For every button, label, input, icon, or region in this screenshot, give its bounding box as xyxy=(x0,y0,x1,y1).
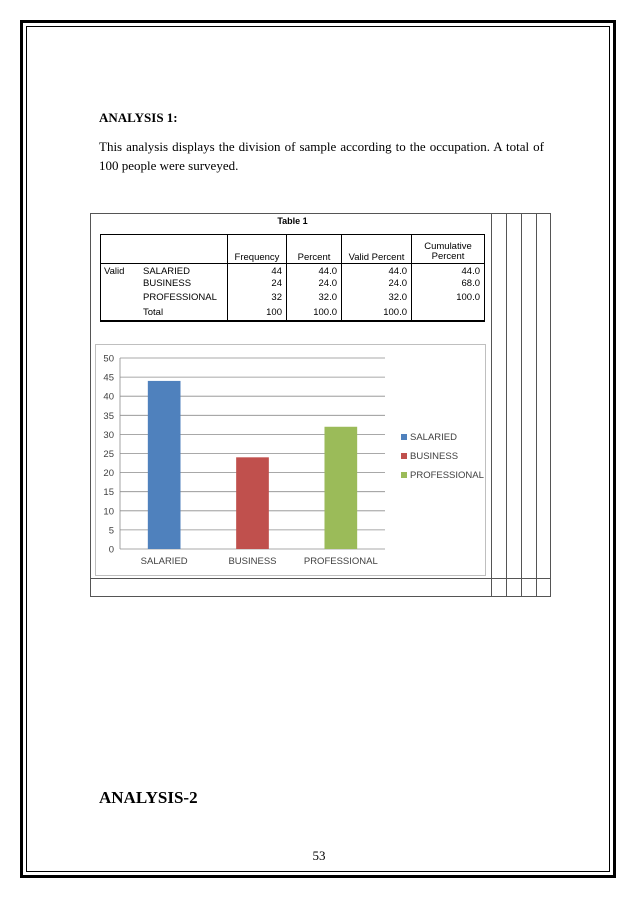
valid-percent-cell: 24.0 xyxy=(388,278,407,289)
column-header: Valid Percent xyxy=(348,252,405,263)
row-label: BUSINESS xyxy=(143,278,192,289)
table-bottom-rule xyxy=(100,320,485,322)
cumulative-cell: 100.0 xyxy=(456,292,480,303)
percent-cell: 32.0 xyxy=(318,292,337,303)
legend-swatch xyxy=(401,472,407,478)
valid-percent-cell: 32.0 xyxy=(388,292,407,303)
page-number: 53 xyxy=(312,848,326,863)
frame-rule xyxy=(491,213,492,597)
legend-swatch xyxy=(401,434,407,440)
cumulative-cell: 44.0 xyxy=(461,266,480,277)
y-tick-label: 5 xyxy=(108,525,114,537)
row-label: SALARIED xyxy=(143,266,190,277)
analysis-1-paragraph: This analysis displays the division of sample according to the occupation. A total of 100 people were surveyed. xyxy=(99,139,544,173)
legend-swatch xyxy=(401,453,407,459)
analysis-2-heading: ANALYSIS-2 xyxy=(99,788,198,807)
y-tick-label: 25 xyxy=(103,449,114,460)
frequency-cell: 44 xyxy=(271,266,282,277)
bar-salaried xyxy=(148,381,181,549)
x-tick-label: SALARIED xyxy=(140,556,188,567)
y-tick-label: 0 xyxy=(108,544,114,556)
percent-cell: 24.0 xyxy=(318,278,337,289)
y-tick-label: 40 xyxy=(103,391,114,403)
y-tick-label: 20 xyxy=(103,468,114,480)
row-label: Total xyxy=(143,307,164,318)
legend-label: SALARIED xyxy=(410,432,457,443)
table-title: Table 1 xyxy=(277,216,308,226)
legend-label: PROFESSIONAL xyxy=(410,470,484,481)
frame-rule xyxy=(90,578,551,579)
y-tick-label: 50 xyxy=(103,353,114,365)
table-rule xyxy=(484,234,485,322)
cumulative-cell: 68.0 xyxy=(461,278,480,289)
y-tick-label: 30 xyxy=(103,429,114,441)
valid-percent-cell: 44.0 xyxy=(388,266,407,277)
frame-rule xyxy=(521,213,522,597)
bar-professional xyxy=(324,427,357,549)
group-label: Valid xyxy=(104,266,125,277)
x-tick-label: PROFESSIONAL xyxy=(303,556,378,567)
y-tick-label: 15 xyxy=(103,487,114,499)
table-rule xyxy=(100,234,101,322)
row-label: PROFESSIONAL xyxy=(143,292,217,303)
frequency-cell: 100 xyxy=(266,307,282,318)
frequency-cell: 24 xyxy=(271,278,282,289)
column-header: Frequency xyxy=(234,252,280,263)
frequency-table xyxy=(100,234,485,322)
bar-business xyxy=(236,457,269,549)
percent-cell: 100.0 xyxy=(313,307,337,318)
column-header: Cumulative Percent xyxy=(424,241,472,262)
valid-percent-cell: 100.0 xyxy=(383,307,407,318)
analysis-1-heading: ANALYSIS 1: xyxy=(99,110,178,125)
frequency-cell: 32 xyxy=(271,292,282,303)
y-tick-label: 35 xyxy=(103,410,114,422)
column-header: Percent xyxy=(297,252,331,263)
legend-label: BUSINESS xyxy=(410,451,459,462)
frame-rule xyxy=(536,213,537,597)
y-tick-label: 10 xyxy=(103,506,114,518)
frame-rule xyxy=(506,213,507,597)
y-tick-label: 45 xyxy=(103,372,114,384)
bar-chart xyxy=(95,344,486,576)
x-tick-label: BUSINESS xyxy=(228,556,277,567)
percent-cell: 44.0 xyxy=(318,266,337,277)
